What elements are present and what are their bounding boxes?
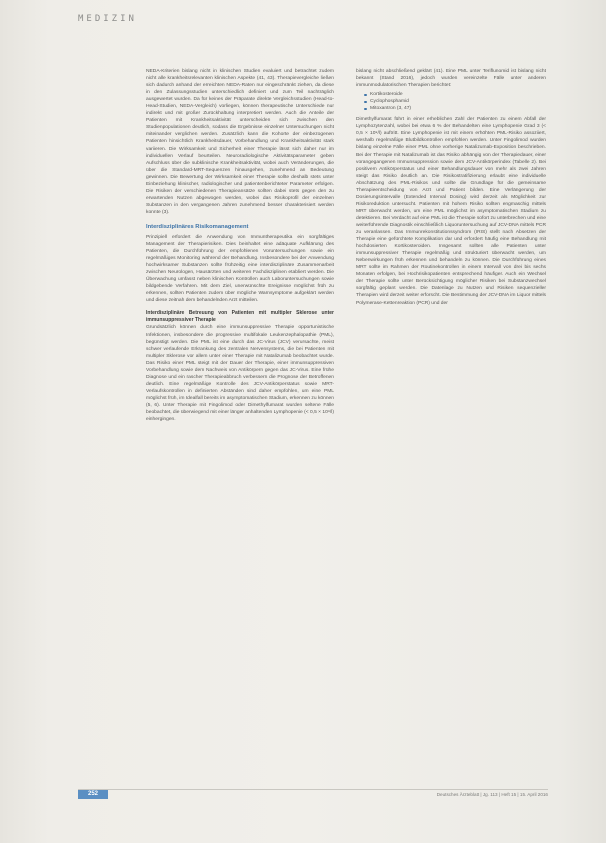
journal-citation: Deutsches Ärzteblatt | Jg. 113 | Heft 15 | 15. April 2016	[436, 792, 548, 797]
page-number: 252	[78, 790, 108, 799]
right-column	[356, 68, 546, 748]
section-label: MEDIZIN	[78, 14, 137, 24]
left-column	[146, 68, 334, 752]
bullet-list	[364, 91, 546, 112]
subsection-heading-pml: Interdisziplinäre Betreuung von Patienten mit multipler Sklerose unter immunsuppressiver Therapie	[146, 310, 334, 324]
paragraph: Dimethylfumarat führt in einer erheblichen Zahl der Patienten zu einem Abfall der Lymphozytenzahl, wobei bei etwa 6 % der Behandelten eine Lymphopenie Grad 3 (< 0,5 × 10⁹/l) auftritt. Eine Lymphopenie ist mit einem erhöhten PML-Risiko assoziiert, weshalb regelmäßige Blutbildkontrollen empfohlen werden. Unter Fingolimod wurden bislang einzelne Fälle einer PML ohne vorherige Natalizumab-Exposition beschrieben. Bei der Therapie mit Natalizumab ist das Risiko abhängig von der Therapiedauer, einer vorangegangenen Immunsuppression sowie dem JCV-Antikörperindex (Tabelle 2). Bei positivem Antikörperstatus und einer Behandlungsdauer von mehr als zwei Jahren steigt das Risiko deutlich an. Die Risikostratifizierung erlaubt eine individuelle Abschätzung des PML-Risikos und sollte die Grundlage für die gemeinsame Therapieentscheidung von Arzt und Patient bilden. Eine Verlängerung der Dosierungsintervalle (Extended Interval Dosing) wird derzeit als Möglichkeit zur Risikoreduktion untersucht. Patienten mit hohem Risiko sollten engmaschig mittels MRT überwacht werden, um eine PML möglichst im asymptomatischen Stadium zu detektieren. Bei Verdacht auf eine PML ist die Therapie sofort zu unterbrechen und eine weiterführende Diagnostik einschließlich Liquoruntersuchung auf JCV-DNA mittels PCR zu veranlassen. Das Immunrekonstitutionssyndrom (IRIS) stellt nach Absetzen der Therapie eine gefürchtete Komplikation dar und erfordert häufig eine Behandlung mit hochdosierten Kortikosteroiden. Insgesamt sollten alle Patienten unter immunsuppressiver Therapie regelmäßig und strukturiert überwacht werden, um Nebenwirkungen früh erkennen und behandeln zu können. Die Durchführung eines MRT sollte im Rahmen der Routinekontrollen in einem Intervall von drei bis sechs Monaten erfolgen, bei Hochrisikopatienten entsprechend häufiger. Auch ein Wechsel der Therapie sollte unter Berücksichtigung möglicher Risiken bei Substanzwechsel sorgfältig geplant werden. Die Datenlage zu Nutzen und Risiken sequenzieller Therapien wird derzeit weiter erforscht. Die Bestimmung der JCV-DNA im Liquor mittels Polymerase-Kettenreaktion (PCR) und der	[356, 117, 546, 306]
paragraph: Grundsätzlich können durch eine immunsuppressive Therapie opportunistische Infektionen, insbesondere die progressive multifokale Leukenzephalopathie (PML), begünstigt werden. Die PML ist eine durch das JC-Virus (JCV) verursachte, meist schwer verlaufende Erkrankung des zentralen Nervensystems, die bei Patienten mit multipler Sklerose vor allem unter einer Therapie mit Natalizumab beobachtet wurde. Das Risiko einer PML steigt mit der Dauer der Therapie, einer immunsuppressiven Vorbehandlung sowie dem Nachweis von Antikörpern gegen das JC-Virus. Eine frühe Diagnose und ein rascher Therapieabbruch verbessern die Prognose der Betroffenen deutlich. Eine regelmäßige Kontrolle des JCV-Antikörperstatus sowie MRT-Verlaufskontrollen in definierten Abständen sind daher empfohlen, um eine PML möglichst früh, im Idealfall bereits im asymptomatischen Stadium, erkennen zu können (5, 6). Unter Therapie mit Fingolimod oder Dimethylfumarat wurden seltene Fälle beobachtet, die überwiegend mit einer länger anhaltenden Lymphopenie (< 0,5 × 10⁹/l) einhergingen.	[146, 325, 334, 423]
section-heading-risk: Interdisziplinäres Risikomanagement	[146, 223, 249, 230]
list-item: Mitoxantron (3, 47)	[364, 105, 546, 112]
paragraph: Prinzipiell erfordert die Anwendung von Immuntherapeutika ein sorgfältiges Management der Therapierisiken. Dies beinhaltet eine adäquate Aufklärung des Patienten, die Durchführung der empfohlenen Voruntersuchungen sowie ein regelmäßiges Monitoring während der Behandlung. Insbesondere bei der Anwendung hochwirksamer Substanzen sollte frühzeitig eine interdisziplinäre Zusammenarbeit zwischen Neurologen, Hausärzten und weiteren Fachdisziplinen etabliert werden. Die Überwachung umfasst neben klinischen Kontrollen auch Laboruntersuchungen sowie bildgebende Verfahren. Mit dem Ziel, unerwünschte Ereignisse möglichst früh zu erkennen, sollten Patienten zudem über mögliche Warnsymptome aufgeklärt werden und diese zeitnah dem behandelnden Arzt mitteilen.	[146, 234, 334, 304]
paragraph: bislang nicht abschließend geklärt (41). Eine PML unter Teriflunomid ist bislang nicht bekannt (Stand 2016), jedoch wurden vereinzelte Fälle unter anderen immunmodulatorischen Therapien berichtet:	[356, 69, 546, 89]
list-item: Cyclophosphamid	[364, 98, 546, 105]
paragraph: NEDA-Kriterien bislang nicht in klinischen Studien evaluiert und betrachtet zudem nicht alle krankheitsrelevanten klinischen Aspekte (41, 43). Therapievergleiche ließen sich dadurch anhand der erreichten NEDA-Raten nur eingeschränkt ziehen, da diese in den Zulassungsstudien unterschiedlich definiert und zum Teil nachträglich ausgewertet wurden. Da für keines der Präparate direkte Vergleichsstudien (Head-to-Head-Studien, NEDA-Vergleich) vorliegen, können therapeutische Unterschiede nur indirekt und mit großer Zurückhaltung interpretiert werden. Auch die Anteile der Patienten mit Krankheitsaktivität unterscheiden sich zwischen den Studienpopulationen deutlich, sodass die Ergebnisse einzelner Untersuchungen nicht miteinander verglichen werden. Zusätzlich kann die Kohorte der einbezogenen Patienten hinsichtlich Krankheitsdauer, Vorbehandlung und Krankheitsaktivität stark variieren. Die Wirksamkeit und Sicherheit einer Therapie lässt sich daher nur im individuellen Verlauf beurteilen. Neuroradiologische Aktivitätsparameter geben Aufschluss über die subklinische Krankheitsaktivität, wobei auch Veränderungen, die über die Standard-MRT-Sequenzen hinausgehen, zunehmend an Bedeutung gewinnen. Die Bewertung der Wirksamkeit einer Therapie sollte deshalb stets unter Einbeziehung klinischer, radiologischer und patientenberichteter Parameter erfolgen. Die Risiken der verschiedenen Therapieansätze sollten dabei stets gegen den zu erwartenden Nutzen abgewogen werden, wobei das Risikoprofil der einzelnen Substanzen in den vergangenen Jahren zunehmend besser charakterisiert werden konnte (3).	[146, 69, 334, 215]
list-item: Kortikosteroide	[364, 91, 546, 98]
